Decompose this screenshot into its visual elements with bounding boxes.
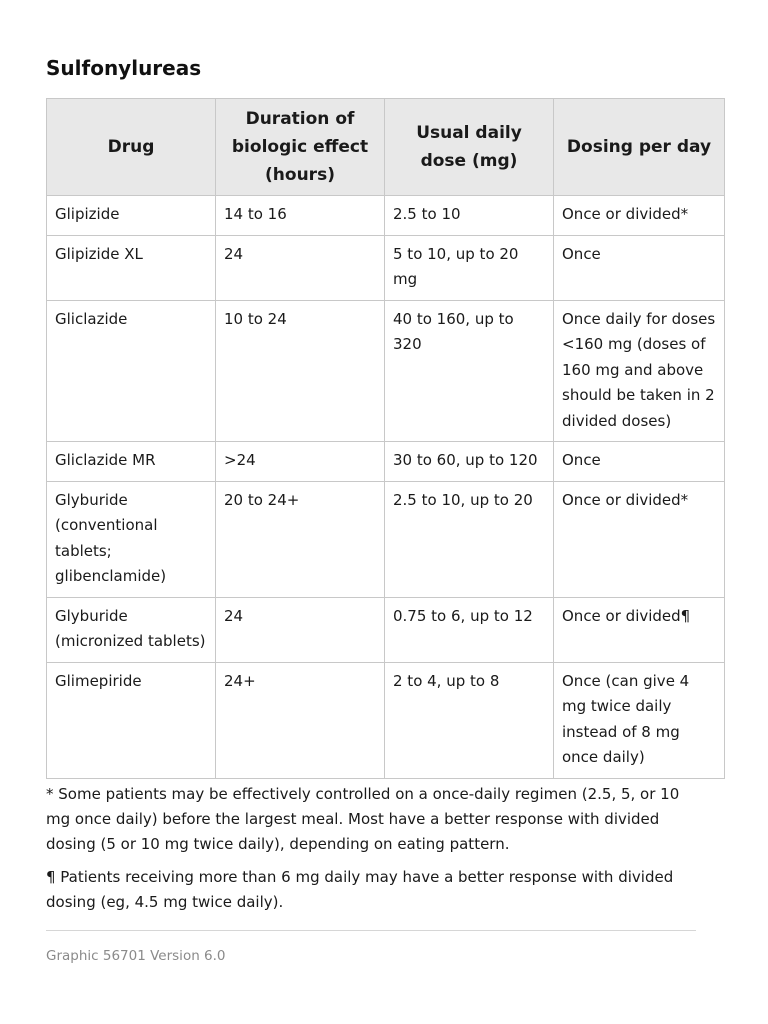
table-row xyxy=(47,662,725,778)
table-row xyxy=(47,597,725,662)
cell-dose: 0.75 to 6, up to 12 xyxy=(385,597,554,662)
cell-drug: Glipizide XL xyxy=(47,235,216,300)
table-row xyxy=(47,442,725,482)
table-row xyxy=(47,300,725,442)
cell-dose: 2.5 to 10 xyxy=(385,196,554,236)
table-row xyxy=(47,235,725,300)
graphic-version-label: Graphic 56701 Version 6.0 xyxy=(46,948,226,964)
cell-drug: Glipizide xyxy=(47,196,216,236)
header-row xyxy=(47,99,725,196)
divider xyxy=(46,930,696,931)
footnote-pilcrow: ¶ Patients receiving more than 6 mg daily may have a better response with divided dosing (eg, 4.5 mg twice daily). xyxy=(46,868,674,911)
cell-dosing: Once daily for doses <160 mg (doses of 160 mg and above should be taken in 2 divided doses) xyxy=(554,300,725,442)
cell-drug: Glimepiride xyxy=(47,662,216,778)
cell-dosing: Once xyxy=(554,235,725,300)
sulfonylureas-table xyxy=(46,98,725,779)
cell-duration: 10 to 24 xyxy=(216,300,385,442)
cell-dosing: Once (can give 4 mg twice daily instead of 8 mg once daily) xyxy=(554,662,725,778)
table-row xyxy=(47,481,725,597)
cell-dose: 2.5 to 10, up to 20 xyxy=(385,481,554,597)
cell-dose: 30 to 60, up to 120 xyxy=(385,442,554,482)
cell-drug: Glyburide (conventional tablets; glibenclamide) xyxy=(47,481,216,597)
cell-dose: 40 to 160, up to 320 xyxy=(385,300,554,442)
cell-dose: 5 to 10, up to 20 mg xyxy=(385,235,554,300)
cell-duration: 24 xyxy=(216,597,385,662)
cell-dosing: Once xyxy=(554,442,725,482)
cell-drug: Gliclazide xyxy=(47,300,216,442)
table-title: Sulfonylureas xyxy=(46,56,202,80)
header-usual-dose: Usual daily dose (mg) xyxy=(385,99,554,196)
cell-dosing: Once or divided¶ xyxy=(554,597,725,662)
header-duration: Duration of biologic effect (hours) xyxy=(216,99,385,196)
table-row xyxy=(47,196,725,236)
header-drug: Drug xyxy=(47,99,216,196)
cell-duration: 20 to 24+ xyxy=(216,481,385,597)
cell-dosing: Once or divided* xyxy=(554,481,725,597)
footnotes xyxy=(46,782,706,923)
cell-drug: Gliclazide MR xyxy=(47,442,216,482)
cell-duration: 14 to 16 xyxy=(216,196,385,236)
cell-dose: 2 to 4, up to 8 xyxy=(385,662,554,778)
cell-duration: 24+ xyxy=(216,662,385,778)
header-dosing-per-day: Dosing per day xyxy=(554,99,725,196)
cell-duration: 24 xyxy=(216,235,385,300)
cell-drug: Glyburide (micronized tablets) xyxy=(47,597,216,662)
cell-duration: >24 xyxy=(216,442,385,482)
cell-dosing: Once or divided* xyxy=(554,196,725,236)
footnote-asterisk: * Some patients may be effectively controlled on a once-daily regimen (2.5, 5, or 10 mg once daily) before the largest meal. Most have a better response with divided dosing (5 or 10 mg twice daily), depending on eating pattern. xyxy=(46,785,680,853)
